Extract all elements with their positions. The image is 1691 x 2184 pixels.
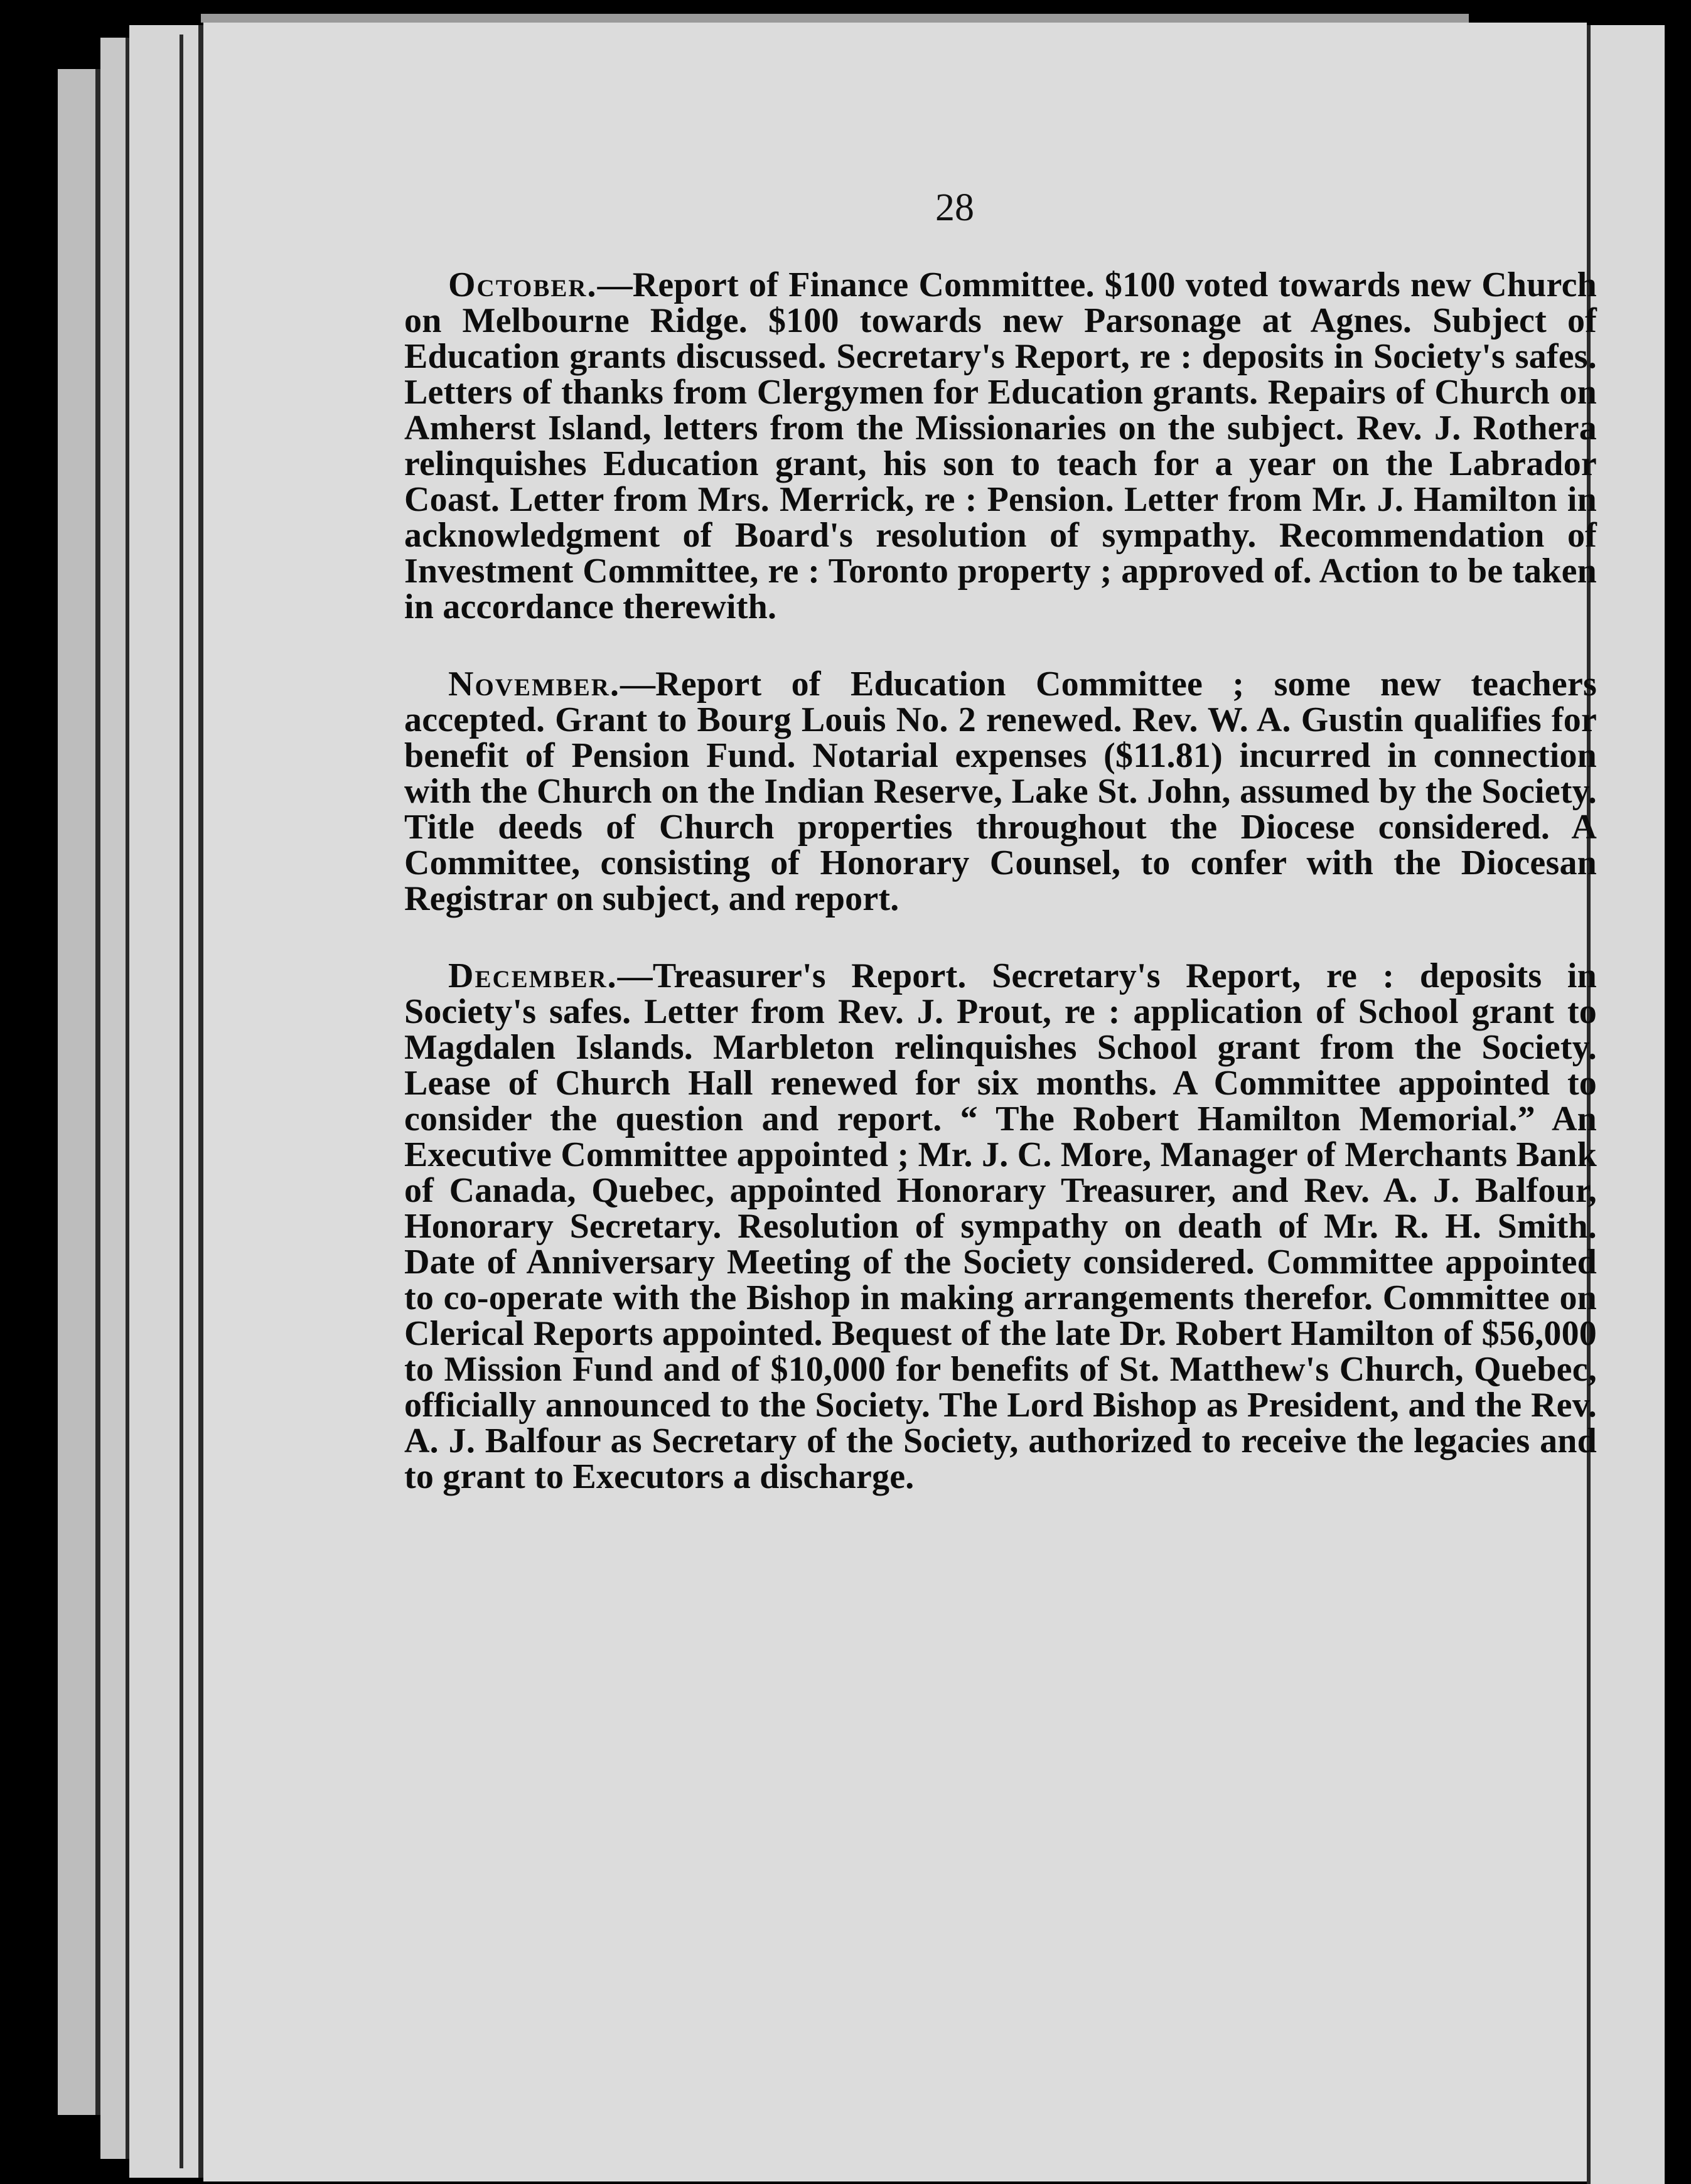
right-page-edge — [1591, 25, 1665, 2184]
entry-november — [404, 666, 1597, 917]
month-heading: October. — [448, 265, 598, 304]
month-heading: December. — [448, 956, 618, 995]
page-number: 28 — [935, 186, 974, 229]
entry-text: —Report of Education Committee ; some new teachers accepted. Grant to Bourg Louis No. 2 renewed. Rev. W. A. Gustin qualifies for benefit of Pension Fund. Notarial expenses ($11.81) incurred in connection with the Church on the Indian Reserve, Lake St. John, assumed by the Society. Title deeds of Church properties throughout the Diocese considered. A Committee, consisting of Honorary Counsel, to confer with the Diocesan Registrar on subject, and report. — [404, 665, 1597, 918]
book-edge-inner — [129, 25, 198, 2178]
page-body — [404, 267, 1597, 1536]
entry-october — [404, 267, 1597, 625]
book-edge-outer — [58, 69, 95, 2115]
book-edge-middle — [100, 38, 126, 2159]
document-page — [203, 23, 1597, 2181]
entry-text: —Report of Finance Committee. $100 voted towards new Church on Melbourne Ridge. $100 towards new Parsonage at Agnes. Subject of Education grants discussed. Secretary's Report, re : deposits in Society's safes. Letters of thanks from Clergymen for Education grants. Repairs of Church on Amherst Island, letters from the Missionaries on the subject. Rev. J. Rothera relinquishes Education grant, his son to teach for a year on the Labrador Coast. Letter from Mrs. Merrick, re : Pension. Letter from Mr. J. Hamilton in acknowledgment of Board's resolution of sympathy. Recommendation of Investment Committee, re : Toronto property ; approved of. Action to be taken in accordance therewith. — [404, 265, 1597, 626]
month-heading: November. — [448, 665, 620, 704]
entry-december — [404, 958, 1597, 1495]
edge-shadow-line — [126, 38, 129, 2159]
edge-shadow-line — [198, 25, 203, 2178]
top-page-edge — [201, 14, 1469, 23]
entry-text: —Treasurer's Report. Secretary's Report, re : deposits in Society's safes. Letter from Rev. J. Prout, re : application of School grant to Magdalen Islands. Marbleton relinquishes School grant from the Society. Lease of Church Hall renewed for six months. A Committee appointed to consider the question and report. “ The Robert Hamilton Memorial.” An Executive Committee appointed ; Mr. J. C. More, Manager of Merchants Bank of Canada, Quebec, appointed Honorary Treasurer, and Rev. A. J. Balfour, Honorary Secretary. Resolution of sympathy on death of Mr. R. H. Smith. Date of Anniversary Meeting of the Society considered. Committee appointed to co-operate with the Bishop in making arrangements therefor. Committee on Clerical Reports appointed. Bequest of the late Dr. Robert Hamilton of $56,000 to Mission Fund and of $10,000 for benefits of St. Matthew's Church, Quebec, officially announced to the Society. The Lord Bishop as President, and the Rev. A. J. Balfour as Secretary of the Society, authorized to receive the legacies and to grant to Executors a discharge. — [404, 956, 1597, 1496]
edge-shadow-line — [95, 69, 100, 2115]
edge-shadow-line — [180, 35, 183, 2168]
